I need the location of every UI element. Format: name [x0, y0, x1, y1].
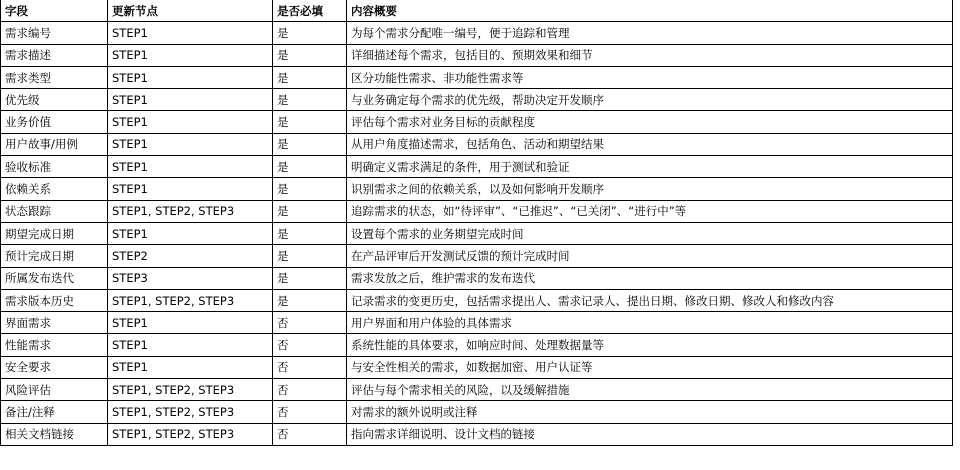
- cell-field: 性能需求: [1, 334, 108, 356]
- cell-field: 需求类型: [1, 66, 108, 88]
- table-row: [1, 379, 953, 401]
- cell-required: 否: [273, 379, 347, 401]
- cell-update-node: STEP2: [108, 245, 273, 267]
- header-required: 是否必填: [273, 0, 347, 22]
- cell-update-node: STEP1: [108, 222, 273, 244]
- cell-summary: 设置每个需求的业务期望完成时间: [347, 222, 953, 244]
- cell-update-node: STEP1: [108, 44, 273, 66]
- cell-update-node: STEP3: [108, 267, 273, 289]
- table-row: [1, 222, 953, 244]
- cell-summary: 详细描述每个需求，包括目的、预期效果和细节: [347, 44, 953, 66]
- cell-update-node: STEP1: [108, 334, 273, 356]
- cell-summary: 为每个需求分配唯一编号，便于追踪和管理: [347, 22, 953, 44]
- cell-field: 需求描述: [1, 44, 108, 66]
- cell-summary: 用户界面和用户体验的具体需求: [347, 312, 953, 334]
- header-row: [1, 0, 953, 22]
- cell-field: 优先级: [1, 89, 108, 111]
- cell-summary: 评估每个需求对业务目标的贡献程度: [347, 111, 953, 133]
- cell-update-node: STEP1: [108, 156, 273, 178]
- table-row: [1, 356, 953, 378]
- cell-field: 需求版本历史: [1, 289, 108, 311]
- cell-required: 是: [273, 245, 347, 267]
- header-summary: 内容概要: [347, 0, 953, 22]
- cell-field: 所属发布迭代: [1, 267, 108, 289]
- cell-summary: 需求发放之后，维护需求的发布迭代: [347, 267, 953, 289]
- cell-update-node: STEP1, STEP2, STEP3: [108, 379, 273, 401]
- cell-update-node: STEP1: [108, 312, 273, 334]
- cell-update-node: STEP1: [108, 22, 273, 44]
- cell-required: 是: [273, 133, 347, 155]
- cell-summary: 记录需求的变更历史，包括需求提出人、需求记录人、提出日期、修改日期、修改人和修改内容: [347, 289, 953, 311]
- cell-field: 备注/注释: [1, 401, 108, 423]
- cell-required: 是: [273, 22, 347, 44]
- cell-field: 风险评估: [1, 379, 108, 401]
- cell-required: 是: [273, 156, 347, 178]
- table-row: [1, 200, 953, 222]
- cell-update-node: STEP1: [108, 66, 273, 88]
- cell-required: 是: [273, 200, 347, 222]
- cell-field: 预计完成日期: [1, 245, 108, 267]
- cell-field: 安全要求: [1, 356, 108, 378]
- cell-field: 期望完成日期: [1, 222, 108, 244]
- cell-required: 是: [273, 89, 347, 111]
- cell-required: 是: [273, 178, 347, 200]
- cell-summary: 评估与每个需求相关的风险，以及缓解措施: [347, 379, 953, 401]
- table-body: [1, 22, 953, 446]
- cell-required: 是: [273, 44, 347, 66]
- cell-required: 否: [273, 312, 347, 334]
- cell-required: 是: [273, 111, 347, 133]
- table-row: [1, 289, 953, 311]
- table-header: [1, 0, 953, 22]
- cell-field: 界面需求: [1, 312, 108, 334]
- cell-summary: 与业务确定每个需求的优先级，帮助决定开发顺序: [347, 89, 953, 111]
- cell-field: 业务价值: [1, 111, 108, 133]
- cell-summary: 从用户角度描述需求，包括角色、活动和期望结果: [347, 133, 953, 155]
- table-row: [1, 156, 953, 178]
- cell-summary: 区分功能性需求、非功能性需求等: [347, 66, 953, 88]
- cell-update-node: STEP1, STEP2, STEP3: [108, 289, 273, 311]
- cell-required: 否: [273, 401, 347, 423]
- header-update-node: 更新节点: [108, 0, 273, 22]
- table-row: [1, 245, 953, 267]
- table-row: [1, 423, 953, 445]
- table-row: [1, 66, 953, 88]
- table-row: [1, 401, 953, 423]
- cell-field: 状态跟踪: [1, 200, 108, 222]
- cell-summary: 系统性能的具体要求，如响应时间、处理数据量等: [347, 334, 953, 356]
- cell-update-node: STEP1: [108, 356, 273, 378]
- cell-summary: 识别需求之间的依赖关系，以及如何影响开发顺序: [347, 178, 953, 200]
- table-row: [1, 267, 953, 289]
- cell-required: 是: [273, 66, 347, 88]
- cell-required: 是: [273, 222, 347, 244]
- cell-field: 依赖关系: [1, 178, 108, 200]
- cell-summary: 追踪需求的状态，如“待评审”、“已推迟”、“已关闭”、“进行中”等: [347, 200, 953, 222]
- header-field: 字段: [1, 0, 108, 22]
- cell-required: 否: [273, 356, 347, 378]
- table-row: [1, 111, 953, 133]
- cell-summary: 在产品评审后开发测试反馈的预计完成时间: [347, 245, 953, 267]
- cell-update-node: STEP1, STEP2, STEP3: [108, 423, 273, 445]
- cell-required: 否: [273, 423, 347, 445]
- table-row: [1, 22, 953, 44]
- cell-required: 否: [273, 334, 347, 356]
- cell-update-node: STEP1, STEP2, STEP3: [108, 200, 273, 222]
- table-row: [1, 44, 953, 66]
- cell-required: 是: [273, 289, 347, 311]
- cell-field: 用户故事/用例: [1, 133, 108, 155]
- cell-update-node: STEP1: [108, 111, 273, 133]
- table-row: [1, 133, 953, 155]
- cell-summary: 与安全性相关的需求，如数据加密、用户认证等: [347, 356, 953, 378]
- cell-field: 相关文档链接: [1, 423, 108, 445]
- cell-update-node: STEP1: [108, 89, 273, 111]
- table-row: [1, 178, 953, 200]
- cell-summary: 明确定义需求满足的条件，用于测试和验证: [347, 156, 953, 178]
- table-row: [1, 89, 953, 111]
- cell-summary: 对需求的额外说明或注释: [347, 401, 953, 423]
- cell-required: 是: [273, 267, 347, 289]
- cell-field: 验收标准: [1, 156, 108, 178]
- table-row: [1, 312, 953, 334]
- cell-update-node: STEP1, STEP2, STEP3: [108, 401, 273, 423]
- cell-summary: 指向需求详细说明、设计文档的链接: [347, 423, 953, 445]
- cell-update-node: STEP1: [108, 133, 273, 155]
- cell-field: 需求编号: [1, 22, 108, 44]
- table-row: [1, 334, 953, 356]
- cell-update-node: STEP1: [108, 178, 273, 200]
